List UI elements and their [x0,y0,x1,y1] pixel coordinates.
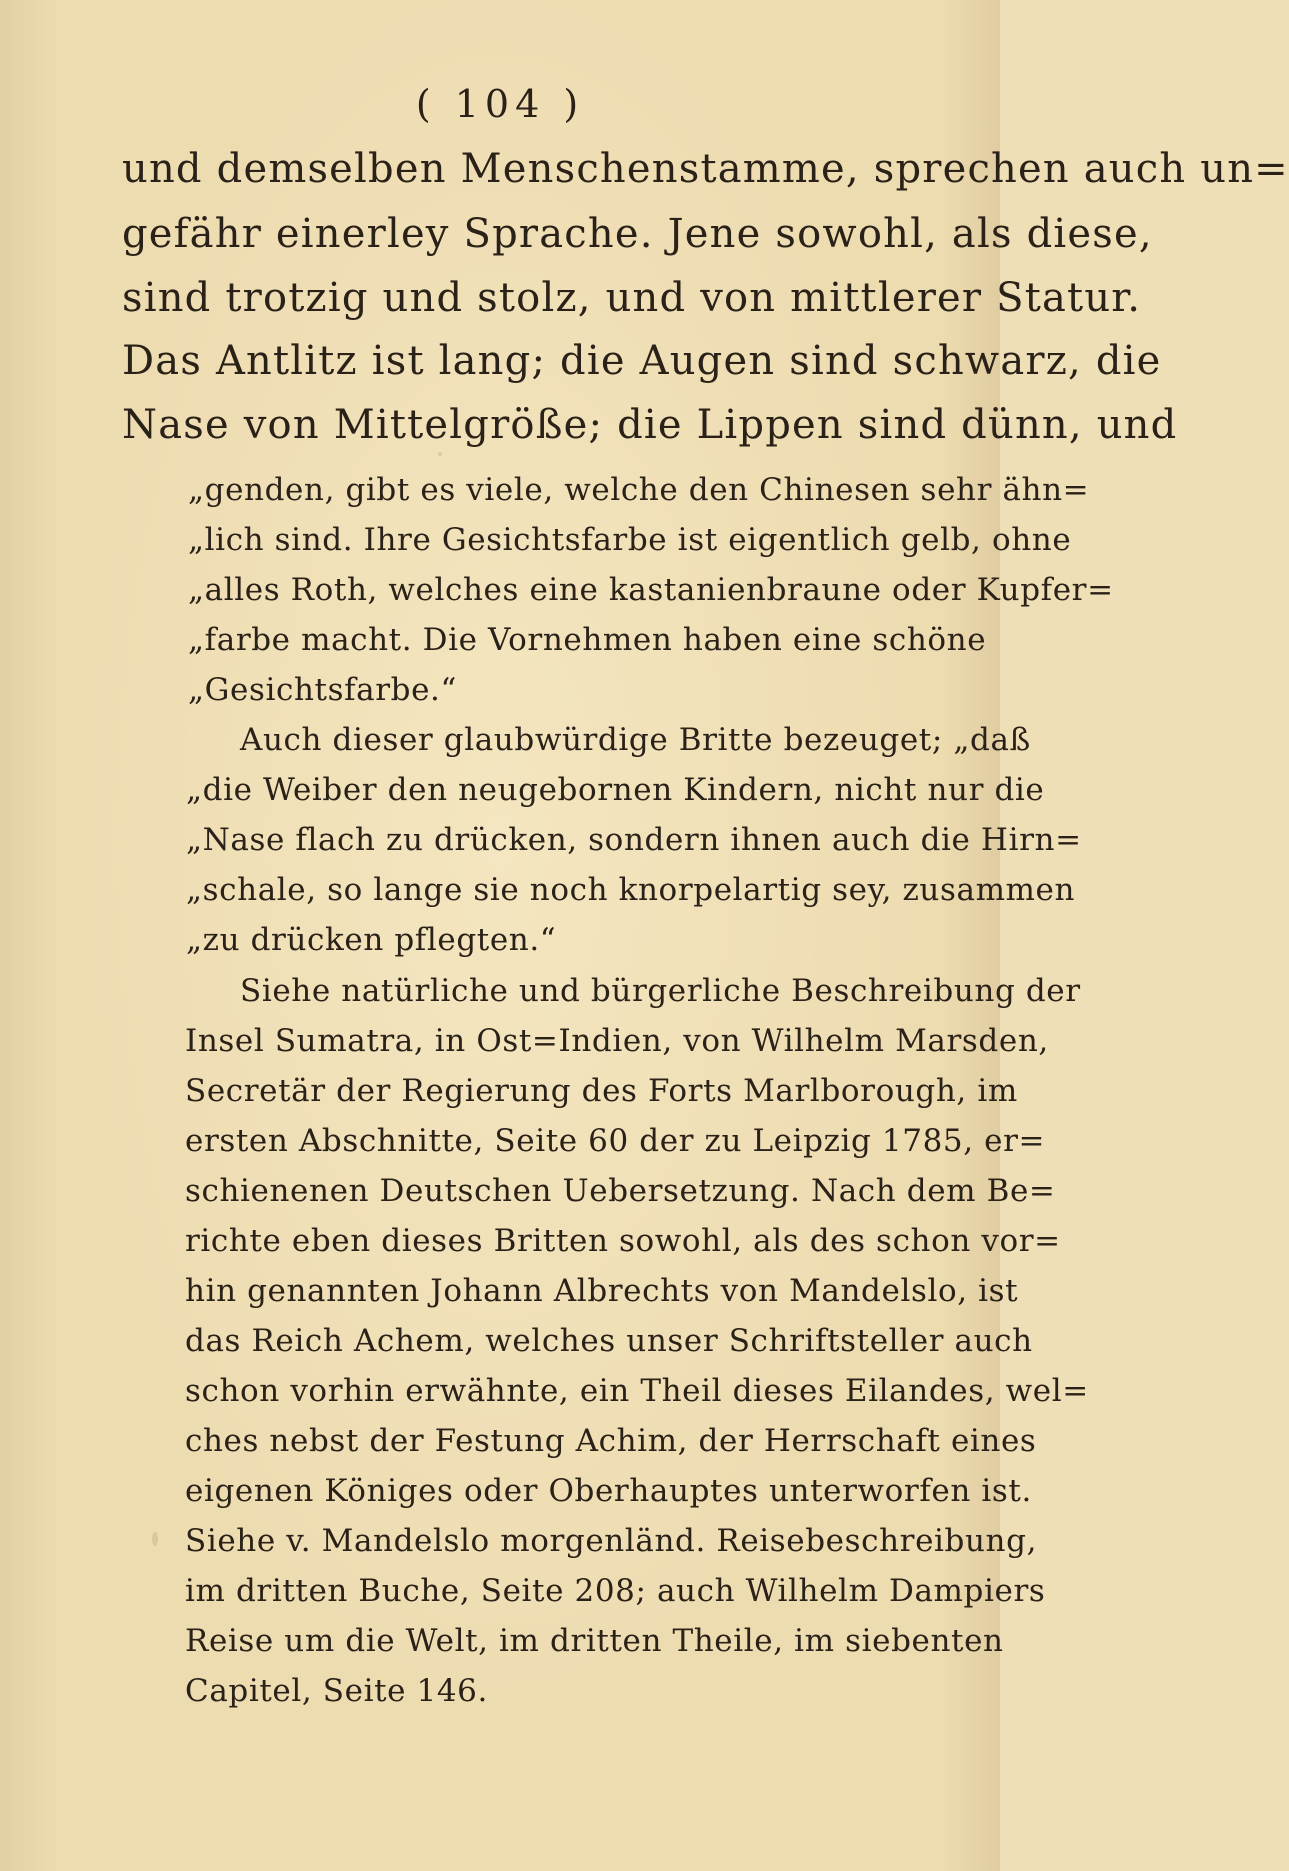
page-number: ( 104 ) [415,82,585,126]
note-line: „lich sind. Ihre Gesichtsfarbe ist eigentlich gelb, ohne [188,522,1072,558]
note-line: richte eben dieses Britten sowohl, als des schon vor= [185,1223,1061,1259]
main-line: gefähr einerley Sprache. Jene sowohl, als diese, [122,211,1153,257]
note-line: Insel Sumatra, in Ost=Indien, von Wilhelm Marsden, [185,1023,1049,1059]
note-line: schienenen Deutschen Uebersetzung. Nach dem Be= [185,1173,1056,1209]
note-line: ersten Abschnitte, Seite 60 der zu Leipzig 1785, er= [185,1123,1046,1159]
note-line: das Reich Achem, welches unser Schriftsteller auch [185,1323,1033,1359]
main-line: sind trotzig und stolz, und von mittlerer Statur. [122,275,1142,321]
note-line: „genden, gibt es viele, welche den Chinesen sehr ähn= [188,472,1090,508]
note-line: „Nase flach zu drücken, sondern ihnen auch die Hirn= [186,822,1082,858]
note-line: im dritten Buche, Seite 208; auch Wilhelm Dampiers [185,1573,1046,1609]
note-line: „farbe macht. Die Vornehmen haben eine schöne [188,622,987,658]
note-line: Siehe natürliche und bürgerliche Beschreibung der [240,973,1081,1009]
note-line: „alles Roth, welches eine kastanienbraune oder Kupfer= [188,572,1114,608]
note-line: Secretär der Regierung des Forts Marlborough, im [185,1073,1018,1109]
note-line: Auch dieser glaubwürdige Britte bezeuget; „daß [240,722,1031,758]
main-line: Nase von Mittelgröße; die Lippen sind dünn, und [122,402,1178,448]
note-line: Siehe v. Mandelslo morgenländ. Reisebeschreibung, [185,1523,1038,1559]
note-line: „schale, so lange sie noch knorpelartig sey, zusammen [186,872,1076,908]
note-line: Reise um die Welt, im dritten Theile, im siebenten [185,1623,1004,1659]
note-line: „zu drücken pflegten.“ [186,922,557,958]
note-line: „Gesichtsfarbe.“ [188,672,457,708]
paper-blemish [152,1532,158,1546]
main-line: und demselben Menschenstamme, sprechen auch un= [122,146,1289,192]
paper-blemish [438,452,442,456]
note-line: ches nebst der Festung Achim, der Herrschaft eines [185,1423,1037,1459]
note-line: „die Weiber den neugebornen Kindern, nicht nur die [186,772,1045,808]
note-line: eigenen Königes oder Oberhauptes unterworfen ist. [185,1473,1032,1509]
note-line: Capitel, Seite 146. [185,1673,488,1709]
note-line: schon vorhin erwähnte, ein Theil dieses Eilandes, wel= [185,1373,1089,1409]
note-line: hin genannten Johann Albrechts von Mandelslo, ist [185,1273,1019,1309]
main-line: Das Antlitz ist lang; die Augen sind schwarz, die [122,338,1162,384]
